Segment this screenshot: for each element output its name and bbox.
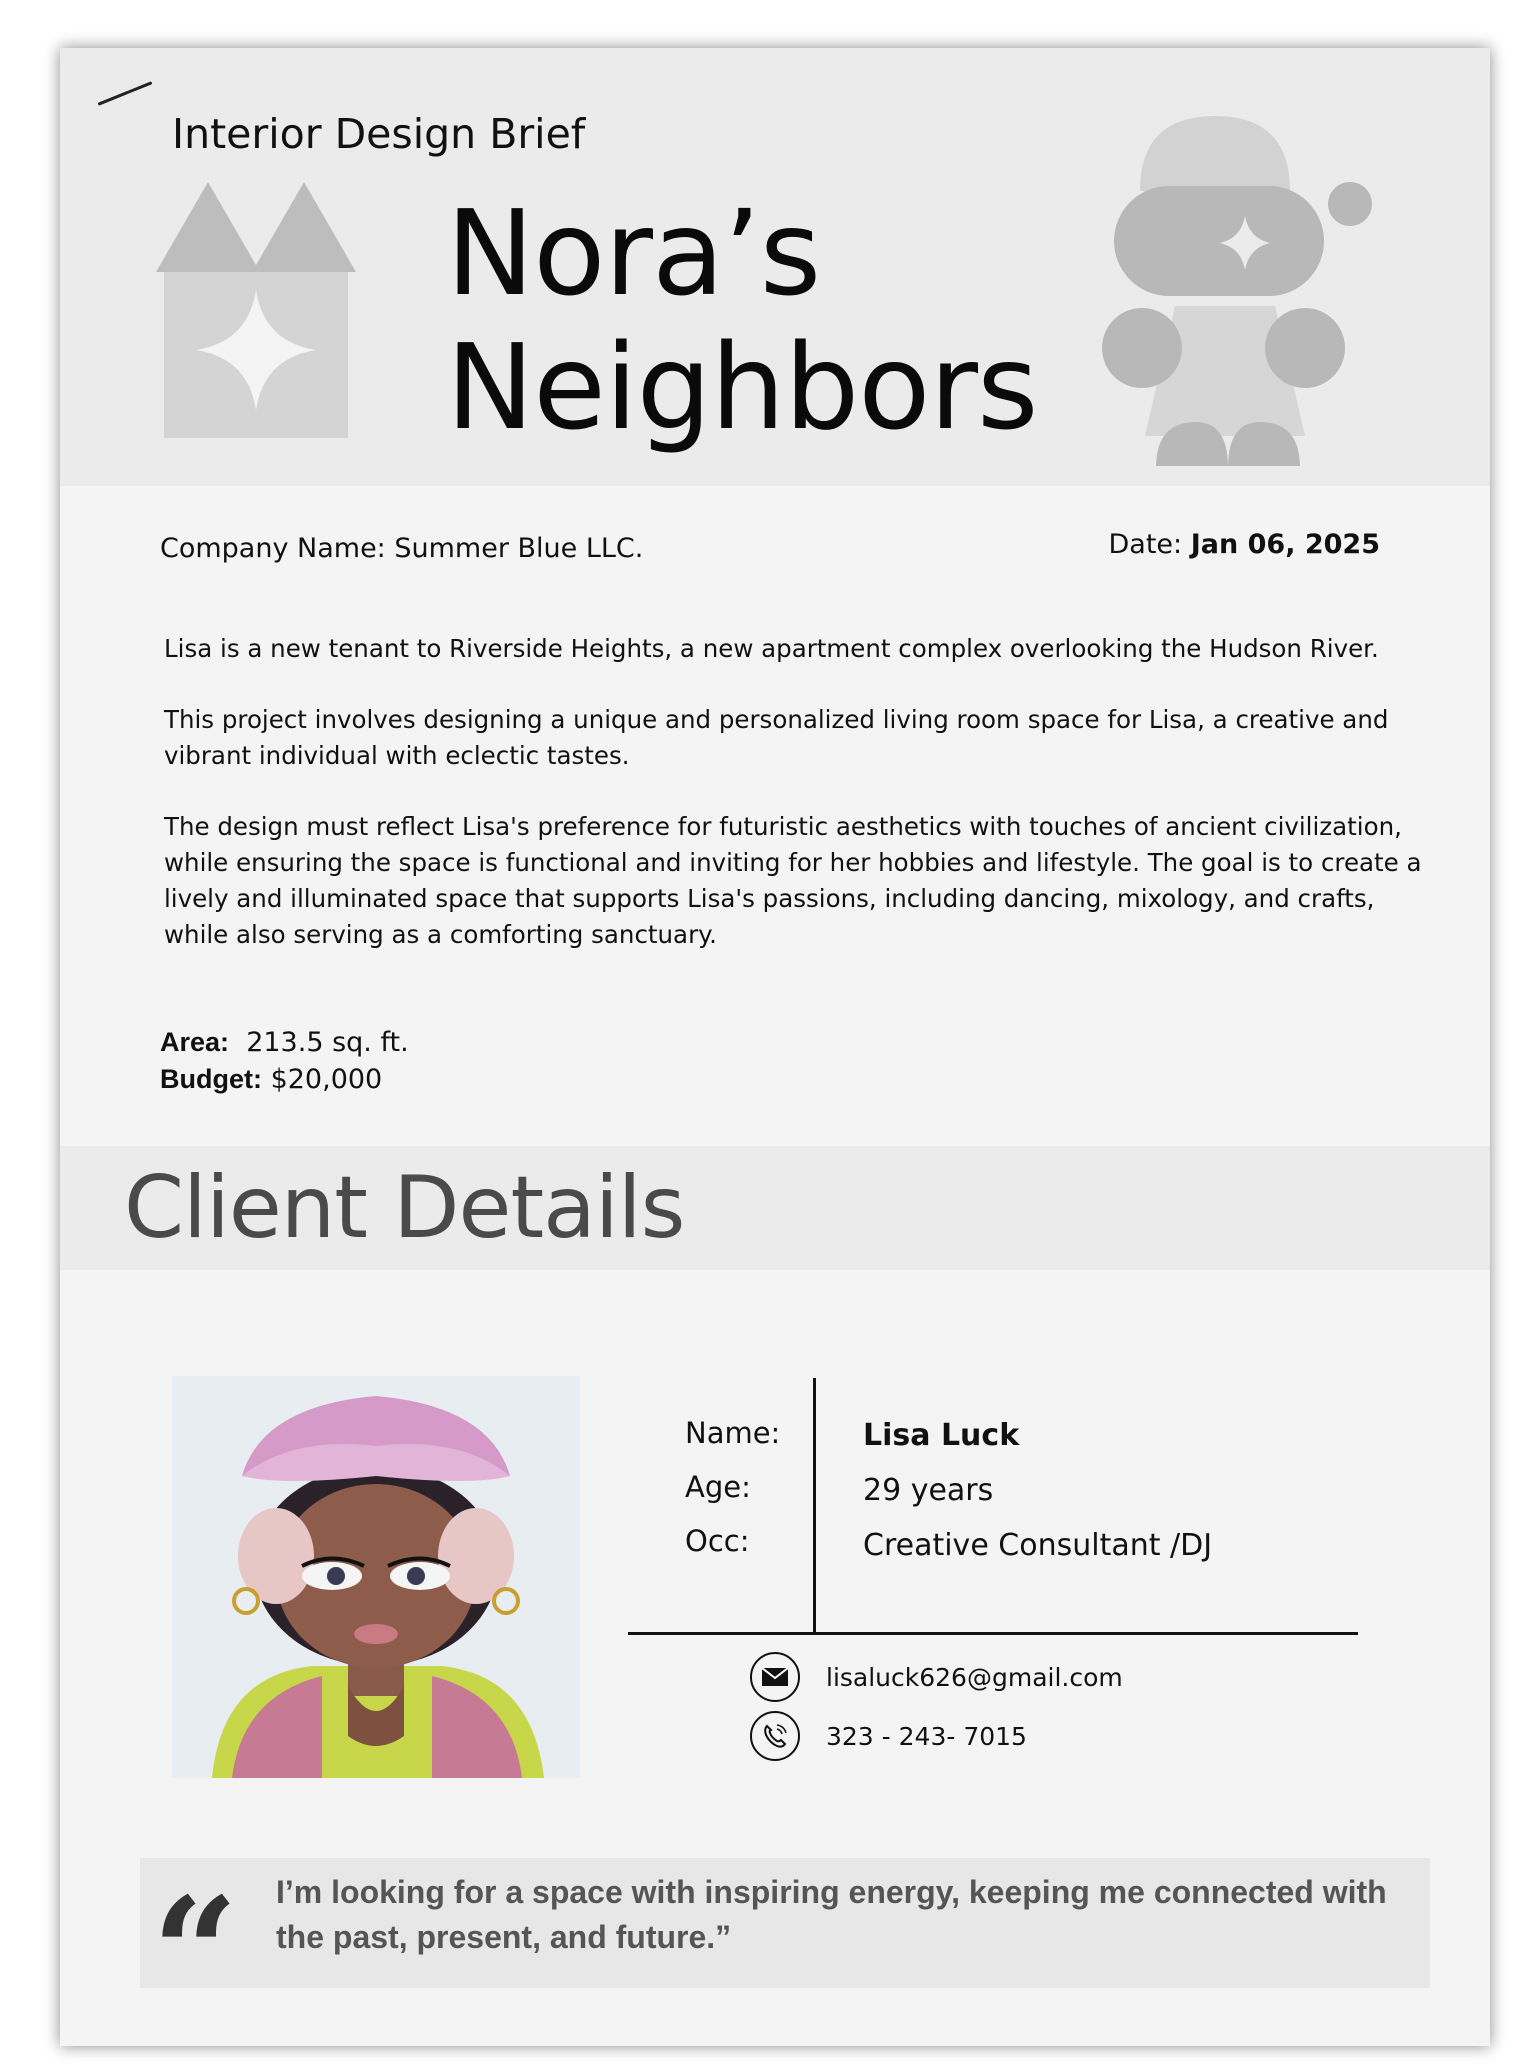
client-field-values (863, 1408, 1212, 1573)
company-name: Company Name: Summer Blue LLC. (160, 533, 644, 564)
area-label: Area: (160, 1027, 230, 1057)
name-label: Name: (685, 1416, 781, 1450)
description-paragraph-3: The design must reflect Lisa's preference for futuristic aesthetics with touches of ancient civilization, while ensuring the space is functional and inviting for her hobbies and lifestyle. The goal is to create a lively and illuminated space that supports Lisa's passions, including dancing, mixology, and crafts, while also serving as a comforting sanctuary. (164, 812, 1422, 949)
budget-value: $20,000 (270, 1064, 383, 1095)
client-age: 29 years (863, 1473, 994, 1508)
envelope-icon (750, 1652, 800, 1702)
description-paragraph-2: This project involves designing a unique and personalized living room space for Lisa, a creative and vibrant individual with eclectic tastes. (164, 705, 1389, 770)
document-type-label: Interior Design Brief (172, 110, 586, 158)
house-illustration (156, 182, 356, 442)
phone-icon (750, 1711, 800, 1761)
phone-number[interactable]: 323 - 243- 7015 (826, 1721, 1027, 1751)
page-title (446, 186, 1037, 454)
quotation-mark-icon: “ (152, 1865, 239, 2041)
budget-row (160, 1061, 409, 1098)
date-value: Jan 06, 2025 (1190, 529, 1380, 560)
area-value: 213.5 sq. ft. (246, 1027, 409, 1058)
client-name: Lisa Luck (863, 1418, 1020, 1453)
contact-email (750, 1652, 1123, 1702)
client-occupation: Creative Consultant /DJ (863, 1528, 1213, 1563)
vertical-divider (813, 1378, 816, 1634)
doll-portrait-image (172, 1376, 580, 1778)
client-photo (172, 1376, 580, 1778)
email-address[interactable]: lisaluck626@gmail.com (826, 1662, 1123, 1692)
client-quote: I’m looking for a space with inspiring energy, keeping me connected with the past, present, and future.” (276, 1874, 1387, 1955)
occupation-label: Occ: (685, 1524, 750, 1558)
contact-phone (750, 1711, 1027, 1761)
description-paragraph-1: Lisa is a new tenant to Riverside Heights, a new apartment complex overlooking the Hudson River. (164, 634, 1379, 663)
figure-illustration (1100, 106, 1390, 466)
title-line-2: Neighbors (446, 318, 1038, 456)
brief-page (60, 48, 1490, 2046)
date (1109, 529, 1381, 560)
horizontal-divider (628, 1632, 1358, 1635)
budget-label: Budget: (160, 1064, 262, 1094)
area-row (160, 1024, 409, 1061)
date-label: Date: (1108, 529, 1183, 560)
age-label: Age: (685, 1470, 751, 1504)
section-title-client-details: Client Details (124, 1158, 685, 1258)
project-specs (160, 1024, 409, 1098)
client-field-labels (685, 1406, 780, 1568)
title-line-1: Nora’s (446, 184, 821, 322)
